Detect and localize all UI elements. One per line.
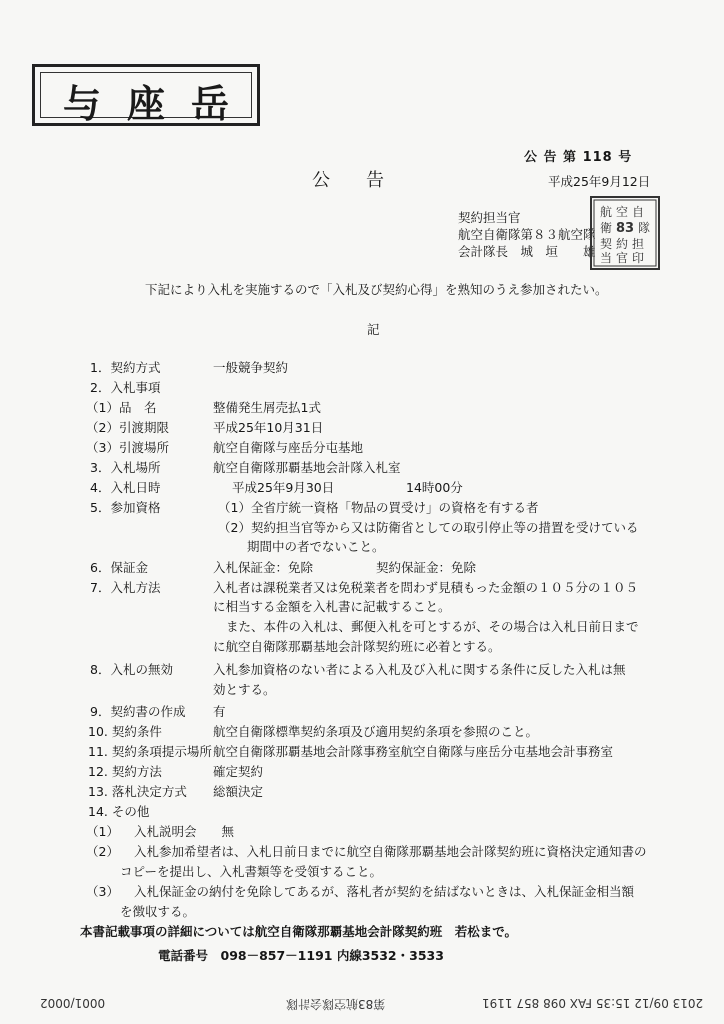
issuer-role: 契約担当官 xyxy=(458,210,521,225)
item-1-label: 1．契約方式 xyxy=(90,360,161,375)
item-2-1-label: （1）品 名 xyxy=(86,400,157,415)
item-14-1-num: （1） xyxy=(86,824,119,839)
item-8-line2: 効とする。 xyxy=(213,682,276,697)
item-9-value: 有 xyxy=(213,704,226,719)
stamp-label: 与座岳 xyxy=(62,82,255,126)
page-title: 公 告 xyxy=(312,170,384,191)
svg-text:印: 印 xyxy=(632,251,645,265)
svg-text:担: 担 xyxy=(632,237,645,251)
location-stamp xyxy=(32,64,260,126)
item-14-3-line1: 入札保証金の納付を免除してあるが、落札者が契約を結ばないときは、入札保証金相当額 xyxy=(134,884,635,899)
notice-number: 公 告 第 118 号 xyxy=(524,150,633,165)
item-9-label: 9．契約書の作成 xyxy=(90,704,186,719)
notice-date: 平成25年9月12日 xyxy=(548,174,651,189)
item-8-line1: 入札参加資格のない者による入札及び入札に関する条件に反した入札は無 xyxy=(213,662,626,677)
item-5-label: 5．参加資格 xyxy=(90,500,161,515)
svg-text:約: 約 xyxy=(616,237,629,251)
svg-text:隊: 隊 xyxy=(638,221,651,235)
item-10-label: 10. 契約条件 xyxy=(88,724,162,739)
svg-text:衛: 衛 xyxy=(600,221,613,235)
item-10-value: 航空自衛隊標準契約条項及び適用契約条項を参照のこと。 xyxy=(213,724,539,739)
item-6-value2: 契約保証金：免除 xyxy=(376,560,477,575)
svg-text:自: 自 xyxy=(632,205,645,219)
item-14-2-num: （2） xyxy=(86,844,119,859)
item-13-value: 総額決定 xyxy=(213,784,264,799)
item-3-label: 3．入札場所 xyxy=(90,460,161,475)
item-2-1-value: 整備発生屑売払1式 xyxy=(213,400,321,415)
issuer-unit: 航空自衛隊第８３航空隊 xyxy=(458,227,596,242)
contact-line: 本書記載事項の詳細については航空自衛隊那覇基地会計隊契約班 若松まで。 xyxy=(80,924,518,939)
item-7-line3: また、本件の入札は、郵便入札を可とするが、その場合は入札日前日まで xyxy=(226,619,639,634)
fax-sender: 第83航空隊会計隊 xyxy=(286,997,386,1011)
ki-heading: 記 xyxy=(367,322,380,337)
item-7-line1: 入札者は課税業者又は免税業者を問わず見積もった金額の１０５分の１０５ xyxy=(213,580,639,595)
svg-text:航: 航 xyxy=(600,205,613,219)
fax-timestamp: 2013 09/12 15:35 FAX 098 857 1191 xyxy=(482,996,704,1010)
item-1-value: 一般競争契約 xyxy=(213,360,289,375)
svg-text:官: 官 xyxy=(616,251,629,265)
item-12-label: 12. 契約方法 xyxy=(88,764,162,779)
item-7-label: 7．入札方法 xyxy=(90,580,161,595)
item-13-label: 13. 落札決定方式 xyxy=(88,784,187,799)
item-4-label: 4．入札日時 xyxy=(90,480,161,495)
item-5-line1: （1）全省庁統一資格「物品の買受け」の資格を有する者 xyxy=(218,500,539,515)
intro-text: 下記により入札を実施するので「入札及び契約心得」を熟知のうえ参加されたい。 xyxy=(145,282,608,297)
item-2-3-label: （3）引渡場所 xyxy=(86,440,169,455)
item-14-2-line2: コピーを提出し、入札書類等を受領すること。 xyxy=(120,864,383,879)
item-5-line2: （2）契約担当官等から又は防衛省としての取引停止等の措置を受けている xyxy=(218,520,639,535)
item-2-label: 2．入札事項 xyxy=(90,380,161,395)
item-2-2-label: （2）引渡期限 xyxy=(86,420,169,435)
item-14-label: 14. その他 xyxy=(88,804,150,819)
item-14-2-line1: 入札参加希望者は、入札日前日までに航空自衛隊那覇基地会計隊契約班に資格決定通知書の xyxy=(134,844,647,859)
item-6-label: 6．保証金 xyxy=(90,560,148,575)
svg-text:当: 当 xyxy=(600,251,613,265)
svg-text:83: 83 xyxy=(616,221,635,236)
item-14-1-text: 入札説明会 無 xyxy=(134,824,235,839)
svg-text:契: 契 xyxy=(600,237,613,251)
item-7-line4: に航空自衛隊那覇基地会計隊契約班に必着とする。 xyxy=(213,639,501,654)
svg-text:空: 空 xyxy=(616,205,629,219)
item-4-date: 平成25年9月30日 xyxy=(232,480,335,495)
item-14-3-line2: を徴収する。 xyxy=(120,904,196,919)
item-11-value: 航空自衛隊那覇基地会計隊事務室航空自衛隊与座岳分屯基地会計事務室 xyxy=(213,744,614,759)
item-5-line3: 期間中の者でないこと。 xyxy=(247,539,385,554)
item-6-value1: 入札保証金：免除 xyxy=(213,560,314,575)
phone-line: 電話番号 098－857－1191 内線3532・3533 xyxy=(158,948,444,963)
item-8-label: 8．入札の無効 xyxy=(90,662,173,677)
item-2-2-value: 平成25年10月31日 xyxy=(213,420,324,435)
item-11-label: 11. 契約条項提示場所 xyxy=(88,744,212,759)
item-7-line2: に相当する金額を入札書に記載すること。 xyxy=(213,599,451,614)
item-3-value: 航空自衛隊那覇基地会計隊入札室 xyxy=(213,460,401,475)
item-2-3-value: 航空自衛隊与座岳分屯基地 xyxy=(213,440,364,455)
item-14-3-num: （3） xyxy=(86,884,119,899)
official-seal xyxy=(590,196,660,270)
item-12-value: 確定契約 xyxy=(213,764,264,779)
fax-page: 0001/0002 xyxy=(40,996,106,1010)
issuer-person: 会計隊長 城 垣 雄 xyxy=(458,244,596,259)
seal-graphic xyxy=(592,198,658,268)
item-4-time: 14時00分 xyxy=(406,480,463,495)
